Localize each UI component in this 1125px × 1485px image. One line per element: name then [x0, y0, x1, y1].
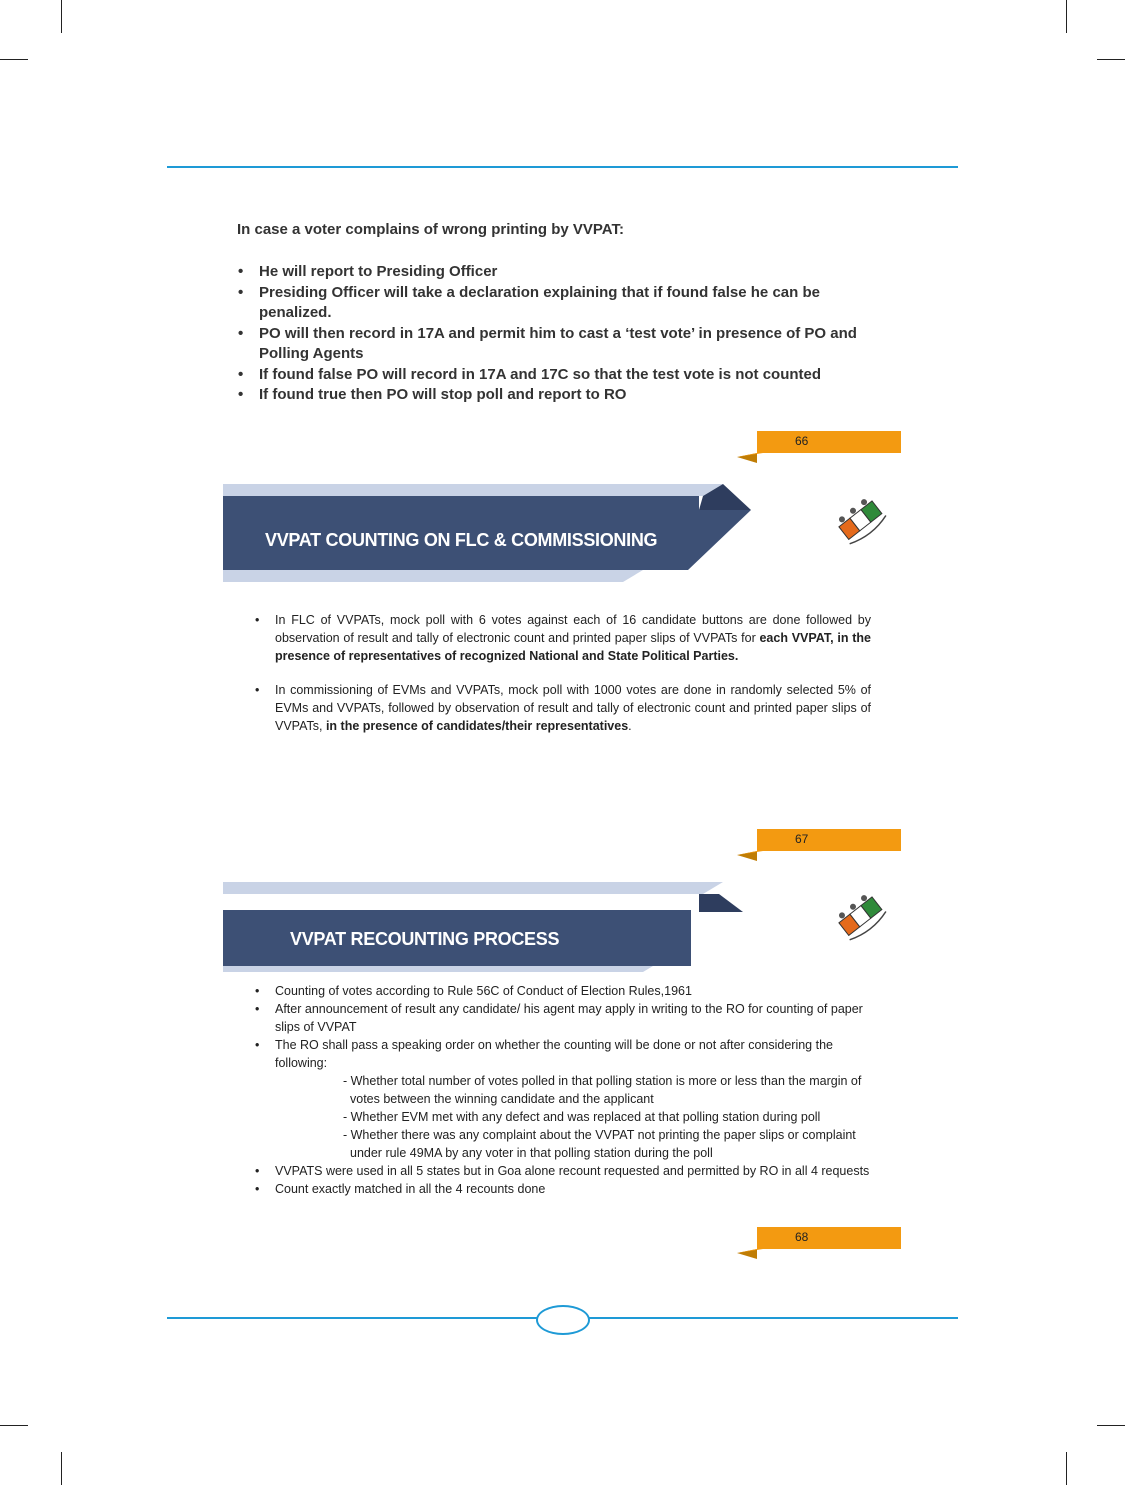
list-item: • He will report to Presiding Officer — [259, 262, 859, 283]
list-item: • The RO shall pass a speaking order on whether the counting will be done or not after considering the following: — [275, 1036, 875, 1072]
list-item: • PO will then record in 17A and permit him to cast a ‘test vote’ in presence of PO and Polling Agents — [259, 324, 859, 365]
list-item: • If found true then PO will stop poll and report to RO — [259, 385, 859, 406]
list-item — [275, 681, 871, 735]
sub-list — [275, 1072, 875, 1162]
list-item: • If found false PO will record in 17A and 17C so that the test vote is not counted — [259, 365, 859, 386]
slide66-heading: In case a voter complains of wrong printing by VVPAT: — [237, 221, 625, 238]
tab-shape — [737, 815, 901, 865]
sub-list-item: - Whether total number of votes polled in that polling station is more or less than the margin of votes between the winning candidate and the applicant — [343, 1074, 862, 1106]
list-item — [275, 611, 871, 665]
page-number: 67 — [795, 832, 809, 846]
list-item: • VVPATS were used in all 5 states but in Goa alone recount requested and permitted by RO in all 4 requests — [275, 1162, 875, 1180]
page-number-tab — [737, 417, 901, 467]
crop-mark — [1097, 1425, 1125, 1426]
section-banner — [223, 882, 751, 972]
section-banner — [223, 484, 751, 582]
top-rule — [167, 166, 958, 168]
tab-shape — [737, 417, 901, 467]
sub-list-item: - Whether EVM met with any defect and was replaced at that polling station during poll — [343, 1110, 821, 1124]
page-number-oval — [536, 1305, 590, 1335]
crop-mark — [0, 1425, 28, 1426]
list-item-text: In commissioning of EVMs and VVPATs, mock poll with 1000 votes are done in randomly selected 5% of EVMs and VVPATs, followed by observation of result and tally of electronic count and printed paper slips of VVPATs, — [275, 683, 871, 733]
crop-mark — [1097, 59, 1125, 60]
crop-mark — [1066, 0, 1067, 33]
page-number: 66 — [795, 434, 809, 448]
tab-shape — [737, 1213, 901, 1263]
slide66-bullet-list — [259, 262, 859, 406]
page-number-tab — [737, 1213, 901, 1263]
page-number: 68 — [795, 1230, 809, 1244]
list-item: • Presiding Officer will take a declaration explaining that if found false he can be penalized. — [259, 283, 859, 324]
list-item-emphasis: each VVPAT, in the presence of representatives of recognized National and State Political Parties. — [275, 631, 871, 663]
list-item-emphasis: in the presence of candidates/their representatives — [325, 719, 629, 733]
list-item-text: In FLC of VVPATs, mock poll with 6 votes against each of 16 candidate buttons are done followed by observation of result and tally of electronic count and printed paper slips of VVPATs for — [275, 613, 871, 645]
crop-mark — [1066, 1452, 1067, 1485]
slide67-bullet-list — [275, 611, 871, 751]
sub-list-item: - Whether there was any complaint about the VVPAT not printing the paper slips or complaint under rule 49MA by any voter in that polling station during the poll — [343, 1128, 856, 1160]
list-item: • Count exactly matched in all the 4 recounts done — [275, 1180, 875, 1198]
page-number-tab — [737, 815, 901, 865]
banner-title: VVPAT COUNTING ON FLC & COMMISSIONING — [265, 530, 658, 550]
eci-logo-icon — [826, 892, 896, 942]
slide68-bullet-list — [275, 982, 875, 1198]
list-item-text-end: . — [628, 719, 632, 733]
crop-mark — [61, 0, 62, 33]
banner-shape — [223, 882, 751, 972]
crop-mark — [0, 59, 28, 60]
banner-title: VVPAT RECOUNTING PROCESS — [290, 929, 560, 949]
list-item: • Counting of votes according to Rule 56C of Conduct of Election Rules,1961 — [275, 982, 875, 1000]
crop-mark — [61, 1452, 62, 1485]
list-item: • After announcement of result any candidate/ his agent may apply in writing to the RO for counting of paper slips of VVPAT — [275, 1000, 875, 1036]
eci-logo-icon — [826, 496, 896, 546]
